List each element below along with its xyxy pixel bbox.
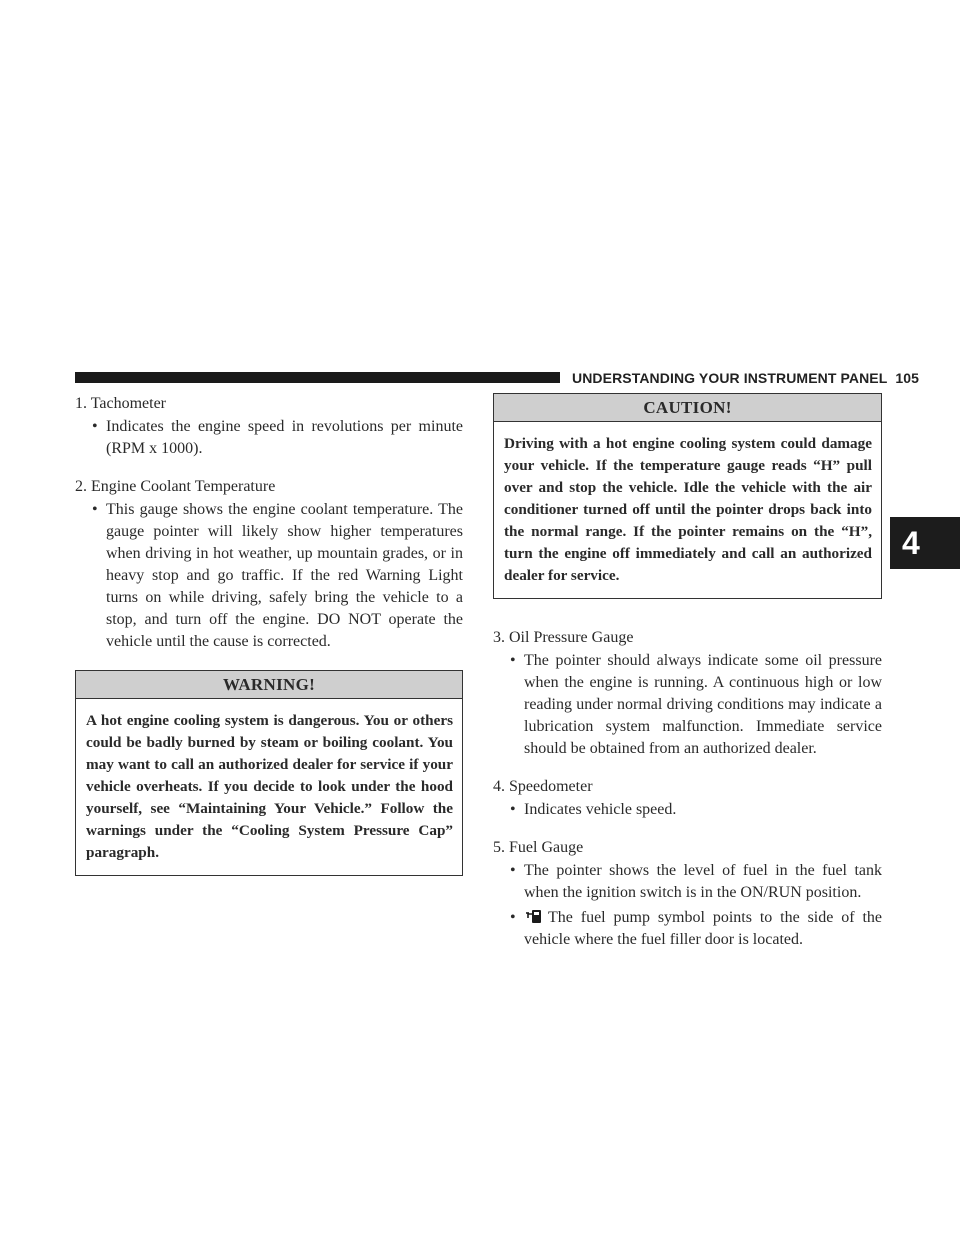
bullet (75, 499, 463, 653)
bullet-dot: • (510, 652, 516, 669)
bullet (493, 907, 882, 951)
running-header (572, 368, 919, 388)
caution-body: Driving with a hot engine cooling system could damage your vehicle. If the temperature gauge reads “H” pull over and stop the vehicle. Idle the vehicle with the air conditioner turned off until the pointer drops back into the normal range. If the pointer remains on the “H”, turn the engine off immediately and call an authorized dealer for service. (504, 435, 872, 584)
bullet (75, 416, 463, 460)
item-title: 4. Speedometer (493, 778, 593, 795)
warning-body: A hot engine cooling system is dangerous. You or others could be badly burned by steam or boiling coolant. You may want to call an authorized dealer for service if your vehicle overheats. If you decide to look under the hood yourself, see “Maintaining Your Vehicle.” Follow the warnings under the “Cooling System Pressure Cap” paragraph. (86, 712, 453, 861)
bullet (493, 799, 882, 821)
item-title: 3. Oil Pressure Gauge (493, 629, 634, 646)
bullet-dot: • (510, 862, 516, 879)
bullet-dot: • (510, 909, 516, 926)
page-number: 105 (895, 370, 920, 386)
list-item-fuel-gauge (493, 837, 882, 951)
right-column (493, 393, 882, 967)
caution-heading: CAUTION! (494, 394, 881, 422)
item-title: 2. Engine Coolant Temperature (75, 478, 276, 495)
item-title: 5. Fuel Gauge (493, 839, 584, 856)
bullet-dot: • (510, 801, 516, 818)
bullet (493, 860, 882, 904)
fuel-pump-icon (524, 908, 544, 924)
list-item-oil-pressure (493, 627, 882, 760)
warning-box (75, 670, 463, 876)
list-item-coolant (75, 476, 463, 653)
bullet-text: The pointer shows the level of fuel in the fuel tank when the ignition switch is in the ON/RUN position. (524, 862, 882, 901)
bullet-text: This gauge shows the engine coolant temperature. The gauge pointer will likely show higher temperatures when driving in hot weather, up mountain grades, or in heavy stop and go traffic. If the red Warning Light turns on while driving, safely bring the vehicle to a stop, and turn off the engine. DO NOT operate the vehicle until the cause is corrected. (106, 501, 463, 650)
bullet-dot: • (92, 501, 98, 518)
bullet-text: Indicates vehicle speed. (524, 801, 677, 818)
list-item-speedometer (493, 776, 882, 821)
bullet-dot: • (92, 418, 98, 435)
bullet-text: The fuel pump symbol points to the side of the vehicle where the fuel filler door is located. (524, 909, 882, 948)
list-item-tachometer (75, 393, 463, 460)
warning-heading: WARNING! (76, 671, 462, 699)
bullet-text: The pointer should always indicate some oil pressure when the engine is running. A continuous high or low reading under normal driving conditions may indicate a lubrication system malfunction. Immediate service should be obtained from an authorized dealer. (524, 652, 882, 757)
item-title: 1. Tachometer (75, 395, 166, 412)
chapter-tab: 4 (890, 517, 960, 569)
caution-box (493, 393, 882, 599)
header-rule (75, 372, 560, 383)
left-column (75, 393, 463, 876)
section-title: UNDERSTANDING YOUR INSTRUMENT PANEL (572, 370, 888, 386)
bullet (493, 650, 882, 760)
bullet-text: Indicates the engine speed in revolutions per minute (RPM x 1000). (106, 418, 463, 457)
